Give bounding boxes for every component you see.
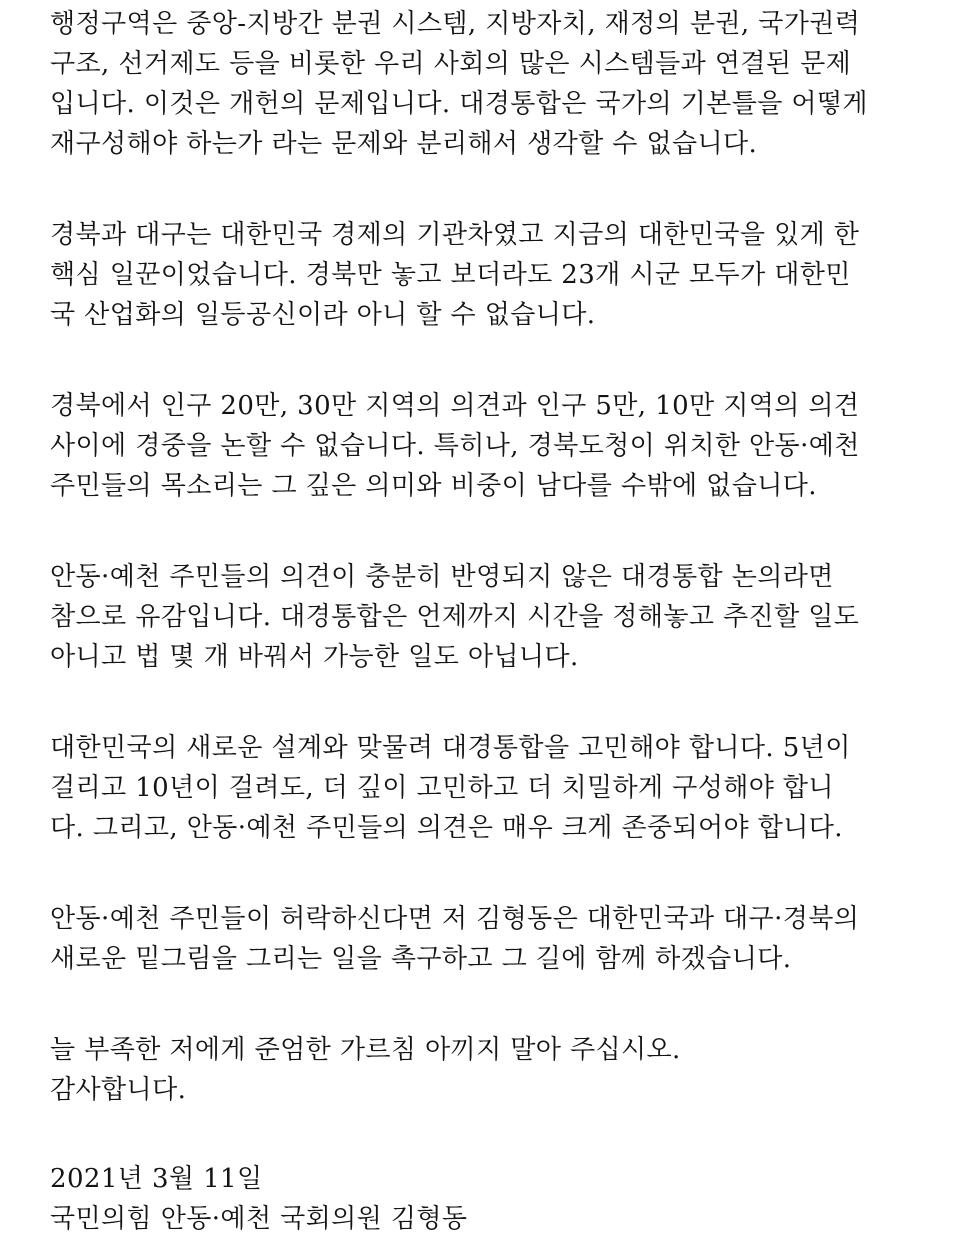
closing-paragraph — [50, 1030, 930, 1110]
paragraph-5 — [50, 728, 930, 848]
text-line: 대한민국의 새로운 설계와 맞물려 대경통합을 고민해야 합니다. 5년이 — [50, 733, 851, 763]
text-line: 국 산업화의 일등공신이라 아니 할 수 없습니다. — [50, 300, 596, 330]
text-line: 아니고 법 몇 개 바꿔서 가능한 일도 아닙니다. — [50, 642, 579, 672]
text-line: 안동·예천 주민들의 의견이 충분히 반영되지 않은 대경통합 논의라면 — [50, 562, 834, 592]
text-line: 구조, 선거제도 등을 비롯한 우리 사회의 많은 시스템들과 연결된 문제 — [50, 49, 852, 79]
text-line: 경북과 대구는 대한민국 경제의 기관차였고 지금의 대한민국을 있게 한 — [50, 220, 860, 250]
text-line: 다. 그리고, 안동·예천 주민들의 의견은 매우 크게 존중되어야 합니다. — [50, 813, 843, 843]
text-line: 입니다. 이것은 개헌의 문제입니다. 대경통합은 국가의 기본틀을 어떻게 — [50, 89, 868, 119]
text-line: 행정구역은 중앙-지방간 분권 시스템, 지방자치, 재정의 분권, 국가권력 — [50, 9, 861, 39]
text-line: 걸리고 10년이 걸려도, 더 깊이 고민하고 더 치밀하게 구성해야 합니 — [50, 773, 834, 803]
paragraph-6 — [50, 899, 930, 979]
text-line: 사이에 경중을 논할 수 없습니다. 특히나, 경북도청이 위치한 안동·예천 — [50, 431, 860, 461]
signature-block — [50, 1159, 930, 1239]
paragraph-4 — [50, 557, 930, 677]
text-line: 주민들의 목소리는 그 깊은 의미와 비중이 남다를 수밖에 없습니다. — [50, 471, 817, 501]
text-line: 참으로 유감입니다. 대경통합은 언제까지 시간을 정해놓고 추진할 일도 — [50, 602, 860, 632]
signature-author: 국민의힘 안동·예천 국회의원 김형동 — [50, 1204, 468, 1234]
text-line: 핵심 일꾼이었습니다. 경북만 놓고 보더라도 23개 시군 모두가 대한민 — [50, 260, 851, 290]
text-line: 안동·예천 주민들이 허락하신다면 저 김형동은 대한민국과 대구·경북의 — [50, 904, 860, 934]
statement-document — [50, 4, 930, 1239]
text-line: 경북에서 인구 20만, 30만 지역의 의견과 인구 5만, 10만 지역의 의견 — [50, 391, 860, 421]
signature-date: 2021년 3월 11일 — [50, 1164, 263, 1194]
text-line: 재구성해야 하는가 라는 문제와 분리해서 생각할 수 없습니다. — [50, 129, 758, 159]
text-line: 새로운 밑그림을 그리는 일을 촉구하고 그 길에 함께 하겠습니다. — [50, 944, 792, 974]
paragraph-3 — [50, 386, 930, 506]
closing-thanks: 감사합니다. — [50, 1075, 187, 1105]
closing-request: 늘 부족한 저에게 준엄한 가르침 아끼지 말아 주십시오. — [50, 1035, 681, 1065]
paragraph-2 — [50, 215, 930, 335]
paragraph-1 — [50, 4, 930, 164]
